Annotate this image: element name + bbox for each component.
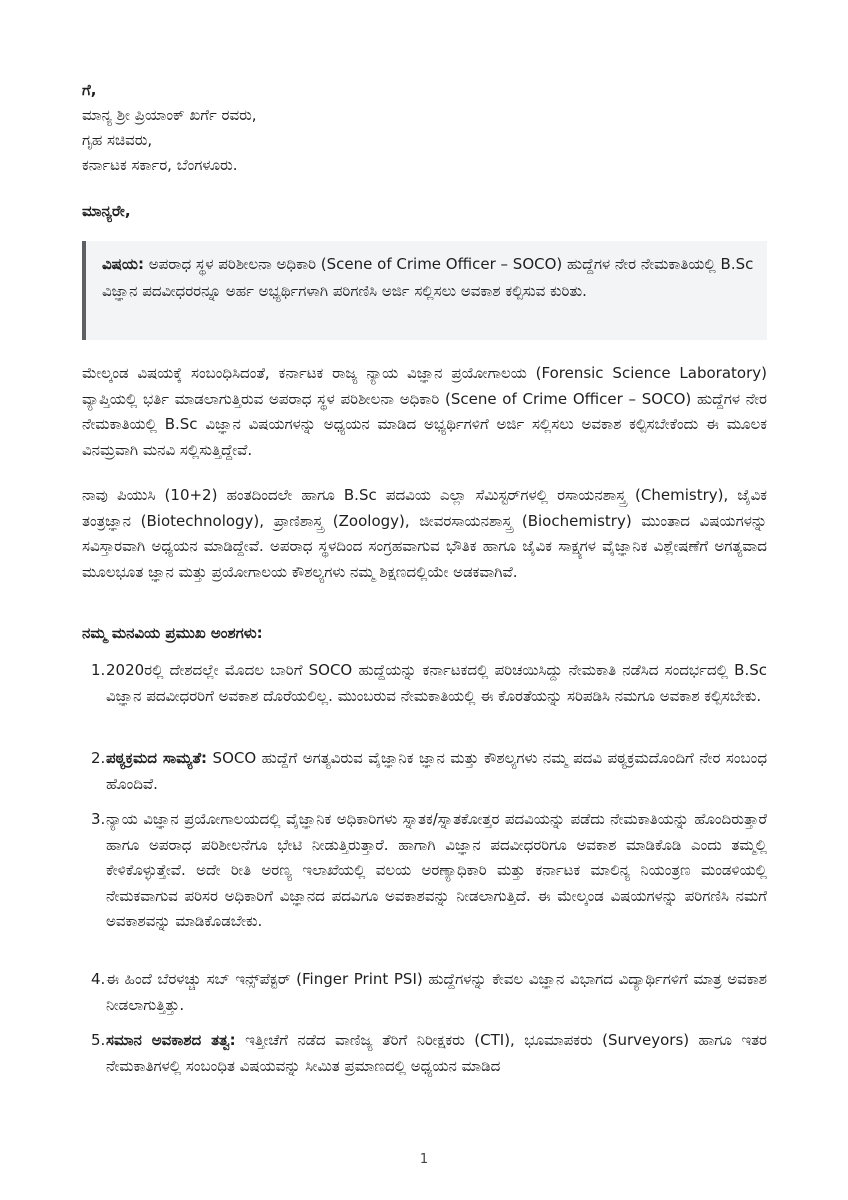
list-item [82,746,767,797]
list-text [106,807,767,935]
list-body: ಇತ್ತೀಚೆಗೆ ನಡೆದ ವಾಣಿಜ್ಯ ತೆರಿಗೆ ನಿರೀಕ್ಷಕರು (CTI), ಭೂಮಾಪಕರು (Surveyors) ಹಾಗೂ ಇತರ ನೇಮಕಾತಿಗಳಲ್ಲಿ ಸಂಬಂಧಿತ ವಿಷಯವನ್ನು ಸೀಮಿತ ಪ್ರಮಾಣದಲ್ಲಿ ಅಧ್ಯಯನ ಮಾಡಿದ [106,1031,767,1075]
subject-body: ಅಪರಾಧ ಸ್ಥಳ ಪರಿಶೀಲನಾ ಅಧಿಕಾರಿ (Scene of Crime Officer – SOCO) ಹುದ್ದೆಗಳ ನೇರ ನೇಮಕಾತಿಯಲ್ಲಿ B.Sc ವಿಜ್ಞಾನ ಪದವೀಧರರನ್ನೂ ಅರ್ಹ ಅಭ್ಯರ್ಥಿಗಳಾಗಿ ಪರಿಗಣಿಸಿ ಅರ್ಜಿ ಸಲ್ಲಿಸಲು ಅವಕಾಶ ಕಲ್ಪಿಸುವ ಕುರಿತು. [102,255,754,300]
list-number: 2. [91,749,106,767]
list-text [106,967,767,1018]
subject-text [102,251,757,305]
list-body: 2020ರಲ್ಲಿ ದೇಶದಲ್ಲೇ ಮೊದಲ ಬಾರಿಗೆ SOCO ಹುದ್ದೆಯನ್ನು ಕರ್ನಾಟಕದಲ್ಲಿ ಪರಿಚಯಿಸಿದ್ದು ನೇಮಕಾತಿ ನಡೆಸಿದ ಸಂದರ್ಭದಲ್ಲಿ B.Sc ವಿಜ್ಞಾನ ಪದವೀಧರರಿಗೆ ಅವಕಾಶ ದೊರೆಯಲಿಲ್ಲ. ಮುಂಬರುವ ನೇಮಕಾತಿಯಲ್ಲಿ ಈ ಕೊರತೆಯನ್ನು ಸರಿಪಡಿಸಿ ನಮಗೂ ಅವಕಾಶ ಕಲ್ಪಿಸಬೇಕು. [106,661,767,705]
list-number: 1. [91,661,106,679]
list-body: ನ್ಯಾಯ ವಿಜ್ಞಾನ ಪ್ರಯೋಗಾಲಯದಲ್ಲಿ ವೈಜ್ಞಾನಿಕ ಅಧಿಕಾರಿಗಳು ಸ್ನಾತಕ/ಸ್ನಾತಕೋತ್ತರ ಪದವಿಯನ್ನು ಪಡೆದು ನೇಮಕಾತಿಯನ್ನು ಹೊಂದಿರುತ್ತಾರೆ ಹಾಗೂ ಅಪರಾಧ ಪರಿಶೀಲನೆಗೂ ಭೇಟಿ ನೀಡುತ್ತಿರುತ್ತಾರೆ. ಹಾಗಾಗಿ ವಿಜ್ಞಾನ ಪದವೀಧರರಿಗೂ ಅವಕಾಶ ಮಾಡಿಕೊಡಿ ಎಂದು ತಮ್ಮಲ್ಲಿ ಕೇಳಿಕೊಳ್ಳುತ್ತೇವೆ. ಅದೇ ರೀತಿ ಅರಣ್ಯ ಇಲಾಖೆಯಲ್ಲಿ ವಲಯ ಅರಣ್ಯಾಧಿಕಾರಿ ಮತ್ತು ಕರ್ನಾಟಕ ಮಾಲಿನ್ಯ ನಿಯಂತ್ರಣ ಮಂಡಳಿಯಲ್ಲಿ ನೇಮಕವಾಗುವ ಪರಿಸರ ಅಧಿಕಾರಿಗೆ ವಿಜ್ಞಾನದ ಪದವಿಗೂ ಅವಕಾಶವನ್ನು ನೀಡಲಾಗುತ್ತಿದೆ. ಈ ಮೇಲ್ಕಂಡ ವಿಷಯಗಳನ್ನು ಪರಿಗಣಿಸಿ ನಮಗೆ ಅವಕಾಶವನ್ನು ಮಾಡಿಕೊಡಬೇಕು. [106,810,767,930]
paragraph-education: ನಾವು ಪಿಯುಸಿ (10+2) ಹಂತದಿಂದಲೇ ಹಾಗೂ B.Sc ಪದವಿಯ ಎಲ್ಲಾ ಸೆಮಿಸ್ಟರ್‌ಗಳಲ್ಲಿ ರಸಾಯನಶಾಸ್ತ್ರ (Chemistry), ಜೈವಿಕ ತಂತ್ರಜ್ಞಾನ (Biotechnology), ಪ್ರಾಣಿಶಾಸ್ತ್ರ (Zoology), ಜೀವರಸಾಯನಶಾಸ್ತ್ರ (Biochemistry) ಮುಂತಾದ ವಿಷಯಗಳನ್ನು ಸವಿಸ್ತಾರವಾಗಿ ಅಧ್ಯಯನ ಮಾಡಿದ್ದೇವೆ. ಅಪರಾಧ ಸ್ಥಳದಿಂದ ಸಂಗ್ರಹವಾಗುವ ಭೌತಿಕ ಹಾಗೂ ಜೈವಿಕ ಸಾಕ್ಷ್ಯಗಳ ವೈಜ್ಞಾನಿಕ ವಿಶ್ಲೇಷಣೆಗೆ ಅಗತ್ಯವಾದ ಮೂಲಭೂತ ಜ್ಞಾನ ಮತ್ತು ಪ್ರಯೋಗಾಲಯ ಕೌಶಲ್ಯಗಳು ನಮ್ಮ ಶಿಕ್ಷಣದಲ್ಲಿಯೇ ಅಡಕವಾಗಿವೆ. [82,486,767,581]
address-designation: ಗೃಹ ಸಚಿವರು, [82,131,153,149]
paragraph-intro: ಮೇಲ್ಕಂಡ ವಿಷಯಕ್ಕೆ ಸಂಬಂಧಿಸಿದಂತೆ, ಕರ್ನಾಟಕ ರಾಜ್ಯ ನ್ಯಾಯ ವಿಜ್ಞಾನ ಪ್ರಯೋಗಾಲಯ (Forensic Science Laboratory) ವ್ಯಾಪ್ತಿಯಲ್ಲಿ ಭರ್ತಿ ಮಾಡಲಾಗುತ್ತಿರುವ ಅಪರಾಧ ಸ್ಥಳ ಪರಿಶೀಲನಾ ಅಧಿಕಾರಿ (Scene of Crime Officer – SOCO) ಹುದ್ದೆಗಳ ನೇರ ನೇಮಕಾತಿಯಲ್ಲಿ B.Sc ವಿಜ್ಞಾನ ವಿಷಯಗಳನ್ನು ಅಧ್ಯಯನ ಮಾಡಿದ ಅಭ್ಯರ್ಥಿಗಳಿಗೆ ಅರ್ಜಿ ಸಲ್ಲಿಸಲು ಅವಕಾಶ ಕಲ್ಪಿಸಬೇಕೆಂದು ಈ ಮೂಲಕ ವಿನಮ್ರವಾಗಿ ಮನವಿ ಸಲ್ಲಿಸುತ್ತಿದ್ದೇವೆ. [82,364,767,459]
address-to: ಗೆ, [82,81,97,99]
list-body: SOCO ಹುದ್ದೆಗೆ ಅಗತ್ಯವಿರುವ ವೈಜ್ಞಾನಿಕ ಜ್ಞಾನ ಮತ್ತು ಕೌಶಲ್ಯಗಳು ನಮ್ಮ ಪದವಿ ಪಠ್ಯಕ್ರಮದೊಂದಿಗೆ ನೇರ ಸಂಬಂಧ ಹೊಂದಿವೆ. [106,749,768,793]
subject-block [82,241,767,340]
list-item [82,967,767,1018]
salutation: ಮಾನ್ಯರೇ, [82,202,131,220]
list-text [106,1028,767,1079]
list-number: 4. [91,970,106,988]
address-name: ಮಾನ್ಯ ಶ್ರೀ ಪ್ರಿಯಾಂಕ್ ಖರ್ಗೆ ರವರು, [82,106,257,124]
subject-label: ವಿಷಯ: [102,255,144,273]
address-office: ಕರ್ನಾಟಕ ಸರ್ಕಾರ, ಬೆಂಗಳೂರು. [82,156,238,174]
list-text [106,658,767,709]
list-number: 5. [91,1031,106,1049]
list-bold: ಪಠ್ಯಕ್ರಮದ ಸಾಮ್ಯತೆ: [106,749,208,767]
list-number: 3. [91,810,106,828]
list-body: ಈ ಹಿಂದೆ ಬೆರಳಚ್ಚು ಸಬ್ ಇನ್ಸ್‌ಪೆಕ್ಟರ್ (Finger Print PSI) ಹುದ್ದೆಗಳನ್ನು ಕೇವಲ ವಿಜ್ಞಾನ ವಿಭಾಗದ ವಿದ್ಯಾರ್ಥಿಗಳಿಗೆ ಮಾತ್ರ ಅವಕಾಶ ನೀಡಲಾಗುತ್ತಿತ್ತು. [106,970,767,1014]
page-number: 1 [419,1152,429,1167]
list-bold: ಸಮಾನ ಅವಕಾಶದ ತತ್ವ: [106,1031,236,1049]
list-text [106,746,767,797]
points-heading: ನಮ್ಮ ಮನವಿಯ ಪ್ರಮುಖ ಅಂಶಗಳು: [82,624,263,642]
recipient-address [82,78,257,178]
list-item [82,807,767,935]
list-item [82,1028,767,1079]
list-item [82,658,767,709]
